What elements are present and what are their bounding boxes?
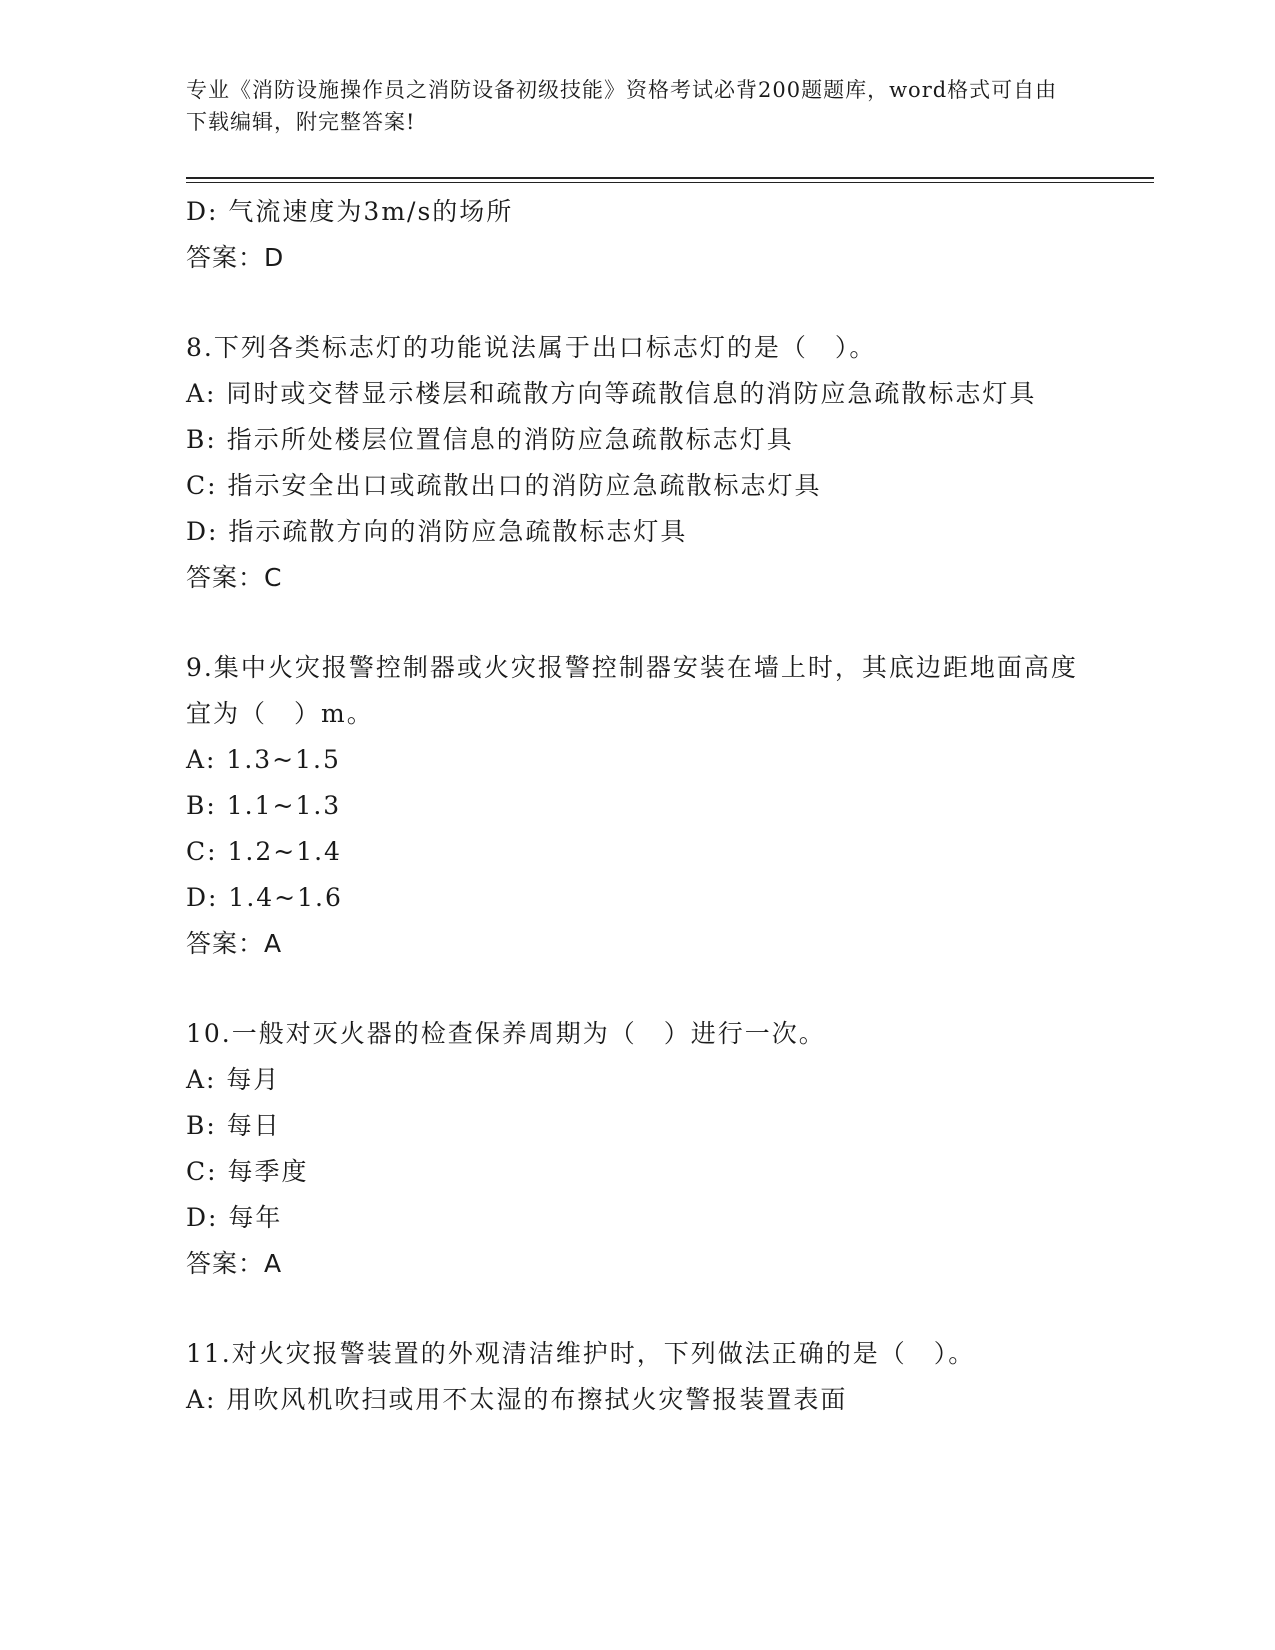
option-a: A: 每月 xyxy=(186,1065,281,1094)
option-a: A: 1.3~1.5 xyxy=(186,745,341,774)
question-7-answer: 答案：D xyxy=(186,243,285,272)
question-10 xyxy=(186,1011,1086,1287)
question-7-option-d: D: 气流速度为3m/s的场所 xyxy=(186,197,514,226)
option-d: D: 指示疏散方向的消防应急疏散标志灯具 xyxy=(186,517,688,546)
question-stem: 9.集中火灾报警控制器或火灾报警控制器安装在墙上时，其底边距地面高度宜为（ ）m。 xyxy=(186,653,1078,728)
question-content xyxy=(186,189,1086,1423)
option-c: C: 每季度 xyxy=(186,1157,309,1186)
option-b: B: 指示所处楼层位置信息的消防应急疏散标志灯具 xyxy=(186,425,794,454)
option-b: B: 1.1~1.3 xyxy=(186,791,342,820)
question-answer: 答案：A xyxy=(186,1249,283,1278)
header-divider-thick xyxy=(186,177,1154,179)
option-d: D: 1.4~1.6 xyxy=(186,883,343,912)
document-header: 专业《消防设施操作员之消防设备初级技能》资格考试必背200题题库，word格式可自由下载编辑，附完整答案! xyxy=(186,78,1058,134)
question-stem: 10.一般对灭火器的检查保养周期为（ ）进行一次。 xyxy=(186,1019,826,1048)
option-b: B: 每日 xyxy=(186,1111,281,1140)
option-d: D: 每年 xyxy=(186,1203,283,1232)
option-a: A: 用吹风机吹扫或用不太湿的布擦拭火灾警报装置表面 xyxy=(186,1385,848,1414)
question-stem: 11.对火灾报警装置的外观清洁维护时，下列做法正确的是（ ）。 xyxy=(186,1339,976,1368)
option-a: A: 同时或交替显示楼层和疏散方向等疏散信息的消防应急疏散标志灯具 xyxy=(186,379,1037,408)
option-c: C: 1.2~1.4 xyxy=(186,837,342,866)
question-11 xyxy=(186,1331,1086,1423)
question-answer: 答案：A xyxy=(186,929,283,958)
question-8 xyxy=(186,325,1086,601)
question-stem: 8.下列各类标志灯的功能说法属于出口标志灯的是（ ）。 xyxy=(186,333,877,362)
question-9 xyxy=(186,645,1086,967)
question-answer: 答案：C xyxy=(186,563,283,592)
header-divider-thin xyxy=(186,182,1154,183)
option-c: C: 指示安全出口或疏散出口的消防应急疏散标志灯具 xyxy=(186,471,822,500)
